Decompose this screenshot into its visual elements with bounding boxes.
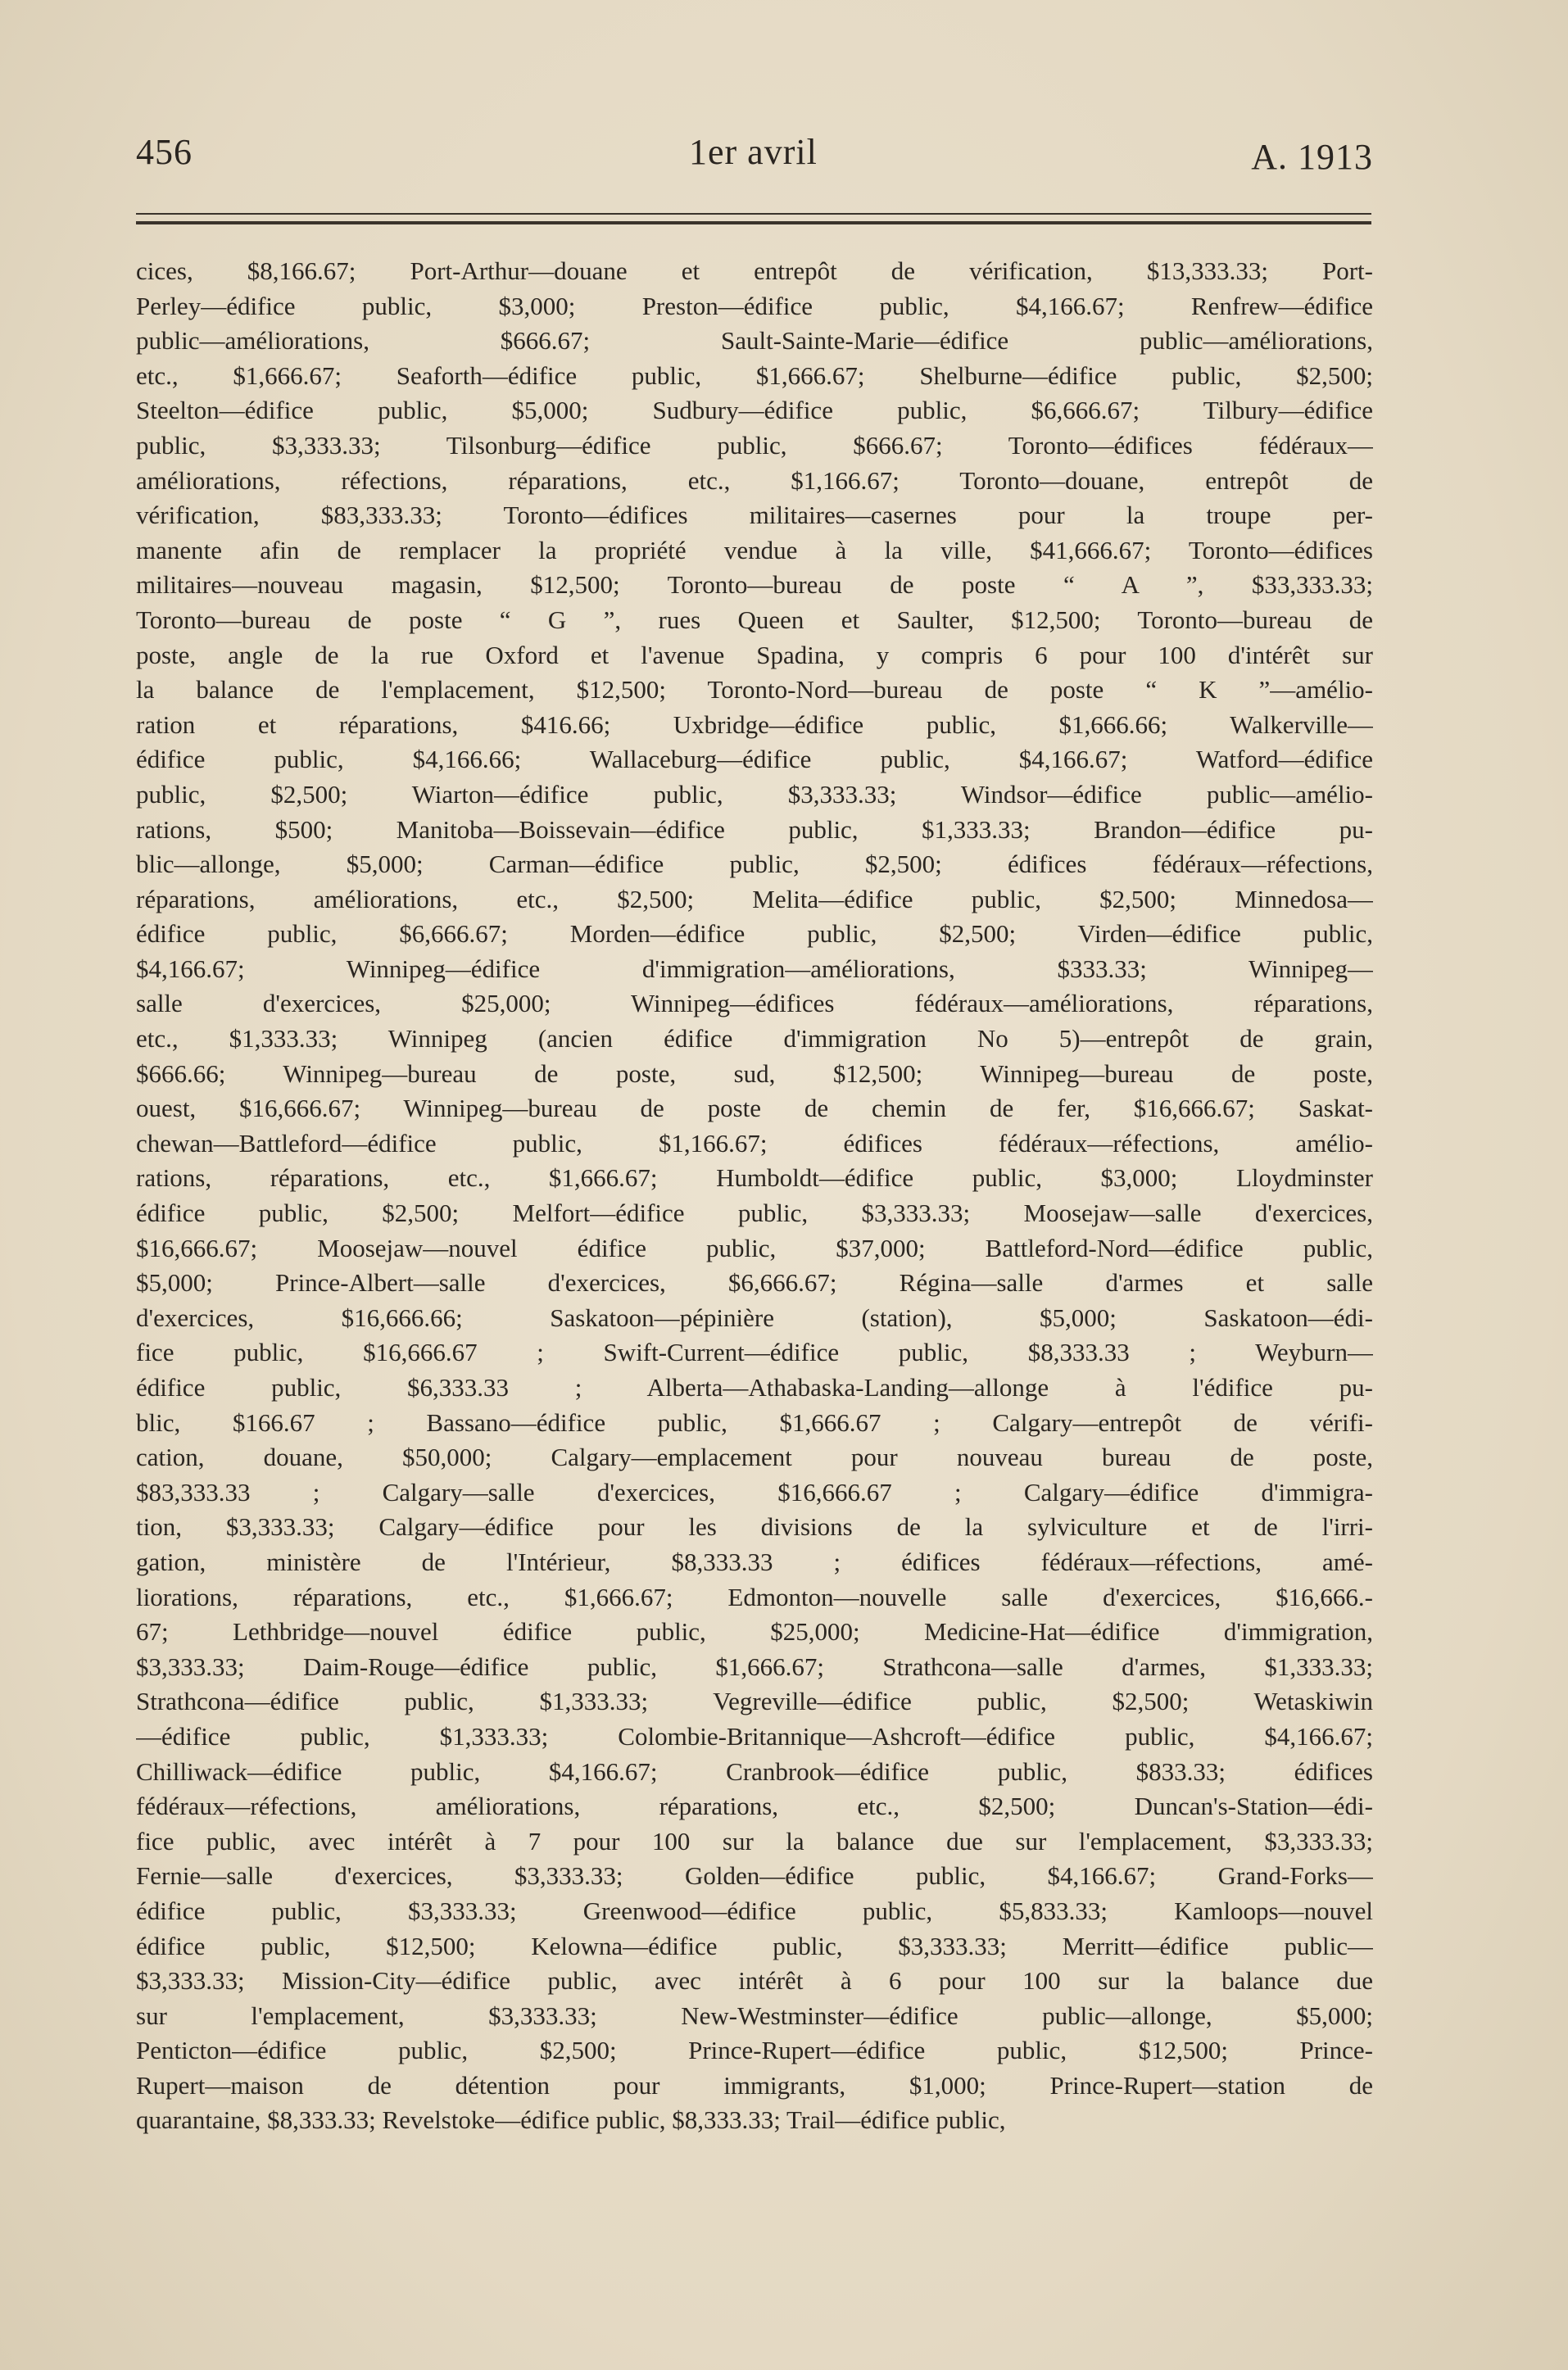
text-line: cation, douane, $50,000; Calgary—emplacement pour nouveau bureau de poste,	[136, 1443, 1373, 1472]
text-line: fice public, $16,666.67 ; Swift-Current—édifice public, $8,333.33 ; Weyburn—	[136, 1338, 1373, 1367]
text-line: la balance de l'emplacement, $12,500; Toronto-Nord—bureau de poste “ K ”—amélio-	[136, 675, 1373, 705]
header-year: A. 1913	[1251, 137, 1373, 177]
text-line: vérification, $83,333.33; Toronto—édifices militaires—casernes pour la troupe per-	[136, 501, 1373, 530]
text-line: manente afin de remplacer la propriété vendue à la ville, $41,666.67; Toronto—édifices	[136, 535, 1373, 564]
text-line: Toronto—bureau de poste “ G ”, rues Queen et Saulter, $12,500; Toronto—bureau de	[136, 605, 1373, 634]
text-line: améliorations, réfections, réparations, etc., $1,166.67; Toronto—douane, entrepôt de	[136, 465, 1373, 495]
text-line: édifice public, $12,500; Kelowna—édifice public, $3,333.33; Merritt—édifice public—	[136, 1931, 1373, 1960]
body-text	[136, 254, 1373, 2138]
text-line: cices, $8,166.67; Port-Arthur—douane et entrepôt de vérification, $13,333.33; Port-	[136, 256, 1373, 285]
text-line: public, $3,333.33; Tilsonburg—édifice public, $666.67; Toronto—édifices fédéraux—	[136, 430, 1373, 460]
text-line: sur l'emplacement, $3,333.33; New-Westminster—édifice public—allonge, $5,000;	[136, 2001, 1373, 2030]
text-line: poste, angle de la rue Oxford et l'avenue Spadina, y compris 6 pour 100 d'intérêt sur	[136, 640, 1373, 669]
page-header	[136, 131, 1373, 180]
text-line: salle d'exercices, $25,000; Winnipeg—édifices fédéraux—améliorations, réparations,	[136, 989, 1373, 1018]
text-line: Steelton—édifice public, $5,000; Sudbury—édifice public, $6,666.67; Tilbury—édifice	[136, 396, 1373, 425]
header-rule-thin	[136, 213, 1371, 215]
text-line: militaires—nouveau magasin, $12,500; Toronto—bureau de poste “ A ”, $33,333.33;	[136, 570, 1373, 600]
text-line: d'exercices, $16,666.66; Saskatoon—pépinière (station), $5,000; Saskatoon—édi-	[136, 1303, 1373, 1332]
text-line: $666.66; Winnipeg—bureau de poste, sud, $12,500; Winnipeg—bureau de poste,	[136, 1058, 1373, 1088]
text-line: $3,333.33; Mission-City—édifice public, avec intérêt à 6 pour 100 sur la balance due	[136, 1966, 1373, 1996]
text-line: blic, $166.67 ; Bassano—édifice public, $1,666.67 ; Calgary—entrepôt de vérifi-	[136, 1407, 1373, 1437]
text-line: chewan—Battleford—édifice public, $1,166.67; édifices fédéraux—réfections, amélio-	[136, 1128, 1373, 1158]
text-line: $16,666.67; Moosejaw—nouvel édifice public, $37,000; Battleford-Nord—édifice public,	[136, 1233, 1373, 1262]
text-line: Rupert—maison de détention pour immigrants, $1,000; Prince-Rupert—station de	[136, 2070, 1373, 2100]
text-line: —édifice public, $1,333.33; Colombie-Britannique—Ashcroft—édifice public, $4,166.67;	[136, 1721, 1373, 1751]
text-line: $83,333.33 ; Calgary—salle d'exercices, $16,666.67 ; Calgary—édifice d'immigra-	[136, 1477, 1373, 1507]
text-line: public, $2,500; Wiarton—édifice public, $3,333.33; Windsor—édifice public—amélio-	[136, 779, 1373, 809]
text-line: tion, $3,333.33; Calgary—édifice pour les divisions de la sylviculture et de l'irri-	[136, 1512, 1373, 1542]
text-line: $3,333.33; Daim-Rouge—édifice public, $1,666.67; Strathcona—salle d'armes, $1,333.33;	[136, 1652, 1373, 1681]
text-line: édifice public, $6,333.33 ; Alberta—Athabaska-Landing—allonge à l'édifice pu-	[136, 1373, 1373, 1402]
text-line: rations, réparations, etc., $1,666.67; Humboldt—édifice public, $3,000; Lloydminster	[136, 1163, 1373, 1193]
text-line: ration et réparations, $416.66; Uxbridge—édifice public, $1,666.66; Walkerville—	[136, 709, 1373, 739]
text-line: ouest, $16,666.67; Winnipeg—bureau de poste de chemin de fer, $16,666.67; Saskat-	[136, 1094, 1373, 1123]
page-number: 456	[136, 132, 193, 172]
text-line: public—améliorations, $666.67; Sault-Sainte-Marie—édifice public—améliorations,	[136, 326, 1373, 356]
text-line: Chilliwack—édifice public, $4,166.67; Cranbrook—édifice public, $833.33; édifices	[136, 1756, 1373, 1786]
text-line: réparations, améliorations, etc., $2,500; Melita—édifice public, $2,500; Minnedosa—	[136, 884, 1373, 913]
text-line: Perley—édifice public, $3,000; Preston—édifice public, $4,166.67; Renfrew—édifice	[136, 291, 1373, 320]
text-line: etc., $1,666.67; Seaforth—édifice public, $1,666.67; Shelburne—édifice public, $2,500;	[136, 360, 1373, 390]
text-line: édifice public, $2,500; Melfort—édifice public, $3,333.33; Moosejaw—salle d'exercices,	[136, 1199, 1373, 1228]
text-line: blic—allonge, $5,000; Carman—édifice public, $2,500; édifices fédéraux—réfections,	[136, 850, 1373, 879]
text-line: liorations, réparations, etc., $1,666.67; Edmonton—nouvelle salle d'exercices, $16,666.-	[136, 1582, 1373, 1611]
text-line: édifice public, $3,333.33; Greenwood—édifice public, $5,833.33; Kamloops—nouvel	[136, 1896, 1373, 1925]
text-line: $5,000; Prince-Albert—salle d'exercices, $6,666.67; Régina—salle d'armes et salle	[136, 1268, 1373, 1298]
text-line: Penticton—édifice public, $2,500; Prince-Rupert—édifice public, $12,500; Prince-	[136, 2036, 1373, 2065]
text-line: quarantaine, $8,333.33; Revelstoke—édifice public, $8,333.33; Trail—édifice public,	[136, 2105, 1006, 2135]
text-line: fice public, avec intérêt à 7 pour 100 sur la balance due sur l'emplacement, $3,333.33;	[136, 1826, 1373, 1856]
text-line: rations, $500; Manitoba—Boissevain—édifice public, $1,333.33; Brandon—édifice pu-	[136, 814, 1373, 844]
text-line: Fernie—salle d'exercices, $3,333.33; Golden—édifice public, $4,166.67; Grand-Forks—	[136, 1861, 1373, 1891]
text-line: 67; Lethbridge—nouvel édifice public, $25,000; Medicine-Hat—édifice d'immigration,	[136, 1617, 1373, 1647]
text-line: $4,166.67; Winnipeg—édifice d'immigration—améliorations, $333.33; Winnipeg—	[136, 954, 1373, 983]
text-line: fédéraux—réfections, améliorations, réparations, etc., $2,500; Duncan's-Station—édi-	[136, 1792, 1373, 1821]
text-line: gation, ministère de l'Intérieur, $8,333.33 ; édifices fédéraux—réfections, amé-	[136, 1547, 1373, 1576]
text-line: Strathcona—édifice public, $1,333.33; Vegreville—édifice public, $2,500; Wetaskiwin	[136, 1687, 1373, 1716]
text-line: etc., $1,333.33; Winnipeg (ancien édifice d'immigration No 5)—entrepôt de grain,	[136, 1024, 1373, 1054]
header-date: 1er avril	[689, 132, 818, 172]
header-rule-thick	[136, 221, 1371, 224]
text-line: édifice public, $4,166.66; Wallaceburg—édifice public, $4,166.67; Watford—édifice	[136, 745, 1373, 774]
text-line: édifice public, $6,666.67; Morden—édifice public, $2,500; Virden—édifice public,	[136, 919, 1373, 949]
